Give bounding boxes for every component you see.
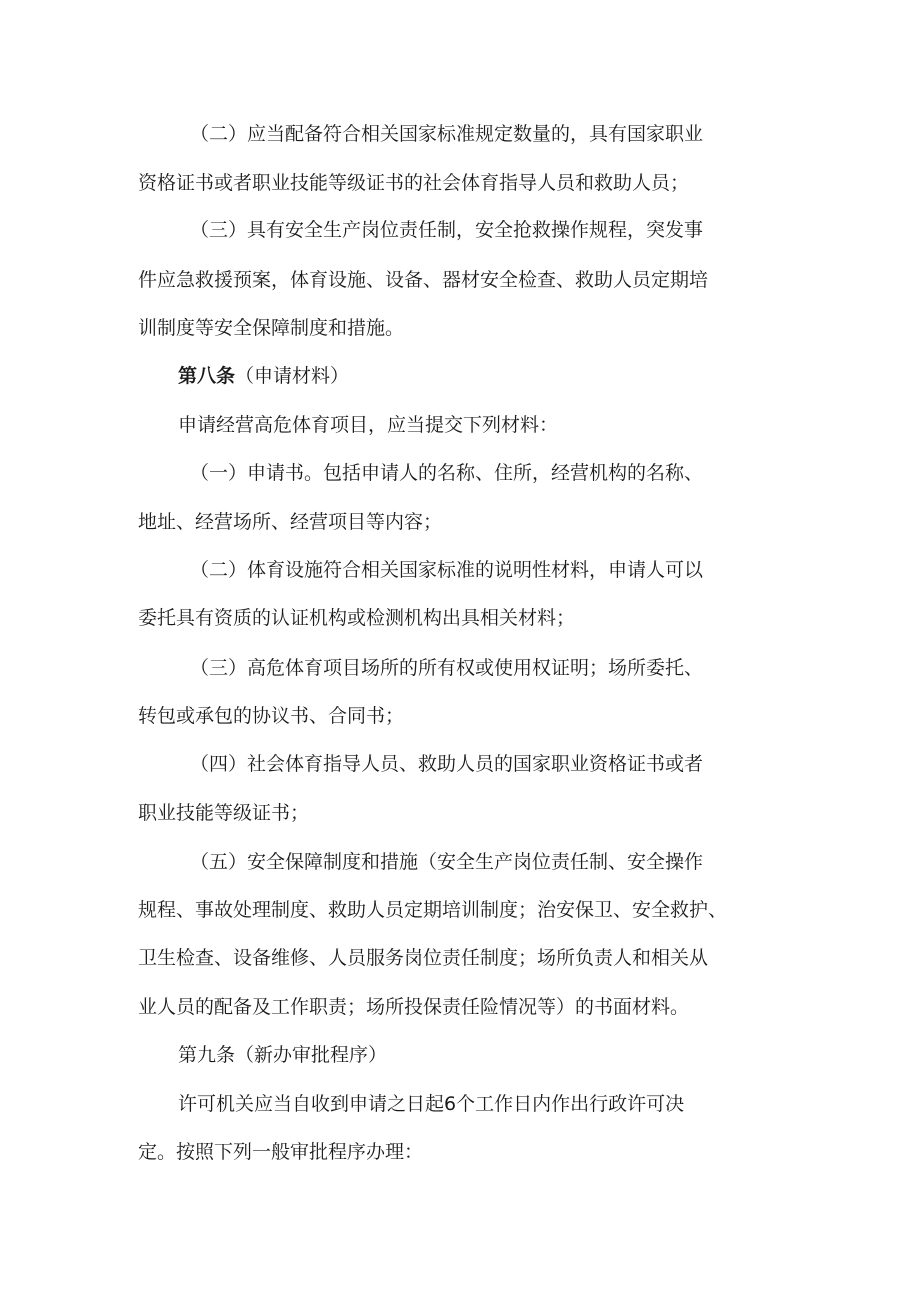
paragraph-line: （三）具有安全生产岗位责任制，安全抢救操作规程，突发事	[190, 219, 704, 241]
paragraph-line: 许可机关应当自收到申请之日起6个工作日内作出行政许可决	[178, 1093, 685, 1115]
paragraph-line: （四）社会体育指导人员、救助人员的国家职业资格证书或者	[190, 753, 704, 775]
paragraph-line: （二）体育设施符合相关国家标准的说明性材料，申请人可以	[190, 559, 704, 581]
paragraph-line: 委托具有资质的认证机构或检测机构出具相关材料；	[138, 607, 576, 629]
paragraph-line: 地址、经营场所、经营项目等内容；	[138, 511, 443, 533]
article-number: 第八条	[178, 365, 236, 387]
paragraph-line: 定。按照下列一般审批程序办理：	[138, 1141, 424, 1163]
paragraph-line: 资格证书或者职业技能等级证书的社会体育指导人员和救助人员；	[138, 172, 690, 194]
paragraph-line: 申请经营高危体育项目，应当提交下列材料：	[178, 414, 559, 436]
paragraph-line: 训制度等安全保障制度和措施。	[138, 317, 405, 339]
paragraph-line: （三）高危体育项目场所的所有权或使用权证明；场所委托、	[190, 657, 704, 679]
paragraph-line: （一）申请书。包括申请人的名称、住所，经营机构的名称、	[190, 462, 704, 484]
paragraph-line: 卫生检查、设备维修、人员服务岗位责任制度；场所负责人和相关从	[138, 947, 709, 969]
paragraph-line: 规程、事故处理制度、救助人员定期培训制度；治安保卫、安全救护、	[138, 899, 728, 921]
article-title: （申请材料）	[235, 365, 350, 387]
paragraph-line: 业人员的配备及工作职责；场所投保责任险情况等）的书面材料。	[138, 996, 690, 1018]
article-heading-9: 第九条（新办审批程序）	[178, 1044, 388, 1066]
paragraph-line: 件应急救援预案，体育设施、设备、器材安全检查、救助人员定期培	[138, 269, 709, 291]
article-heading	[178, 364, 349, 388]
paragraph-line: 转包或承包的协议书、合同书；	[138, 705, 405, 727]
paragraph-line: （二）应当配备符合相关国家标准规定数量的，具有国家职业	[190, 123, 704, 145]
paragraph-line: （五）安全保障制度和措施（安全生产岗位责任制、安全操作	[190, 851, 704, 873]
paragraph-line: 职业技能等级证书；	[138, 802, 310, 824]
